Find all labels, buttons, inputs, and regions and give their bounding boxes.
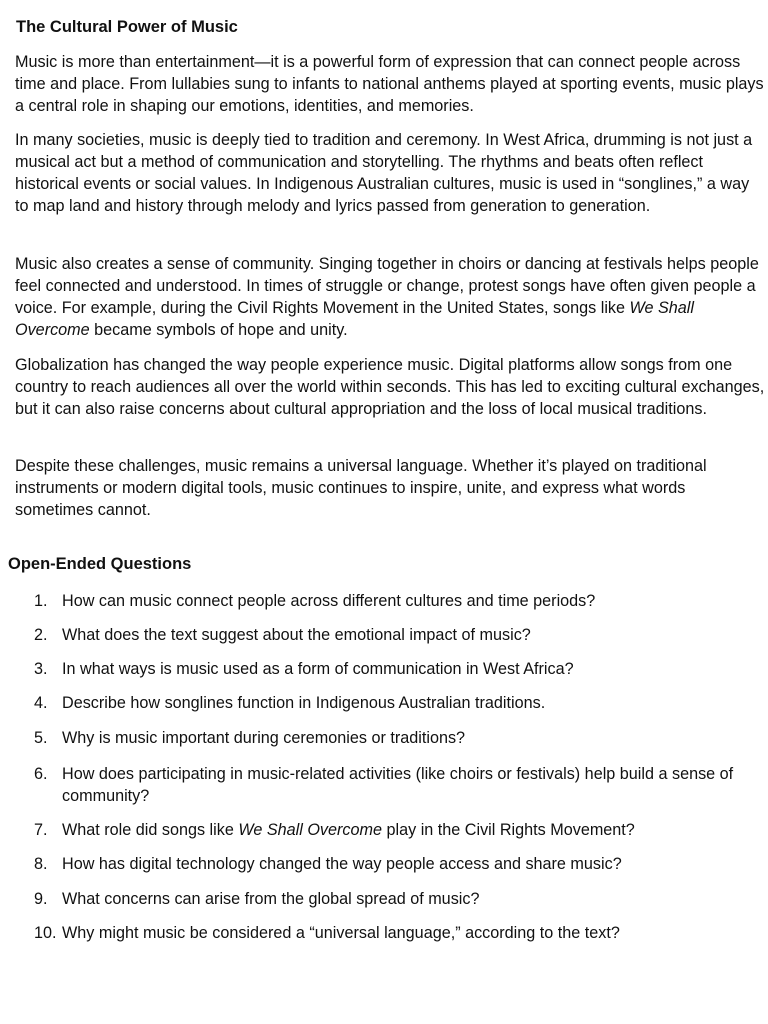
paragraph-globalization: Globalization has changed the way people experience music. Digital platforms allow songs from one country to reach audiences all over the world within seconds. This has led to exciting cultural exchanges, but it can also raise concerns about cultural appropriation and the loss of local musical traditions. bbox=[15, 356, 765, 418]
question-item bbox=[34, 727, 762, 749]
question-text: What does the text suggest about the emotional impact of music? bbox=[62, 626, 531, 644]
question-text: Describe how songlines function in Indigenous Australian traditions. bbox=[62, 694, 546, 712]
paragraph-conclusion: Despite these challenges, music remains a universal language. Whether it’s played on traditional instruments or modern digital tools, music continues to inspire, unite, and express what words sometimes cannot. bbox=[15, 457, 707, 519]
paragraph-community-text-end: became symbols of hope and unity. bbox=[89, 321, 348, 339]
question-number: 8. bbox=[34, 855, 48, 873]
question-text: What concerns can arise from the global spread of music? bbox=[62, 890, 480, 908]
question-item bbox=[34, 692, 762, 714]
question-text bbox=[62, 819, 762, 841]
question-item bbox=[34, 819, 762, 841]
question-text-end: play in the Civil Rights Movement? bbox=[382, 821, 635, 839]
song-title: We Shall Overcome bbox=[238, 821, 382, 839]
question-text: Why is music important during ceremonies or traditions? bbox=[62, 729, 466, 747]
question-text-start: What role did songs like bbox=[62, 821, 239, 839]
question-item bbox=[34, 590, 762, 612]
question-item bbox=[34, 658, 762, 680]
question-number: 9. bbox=[34, 890, 48, 908]
paragraph-community-text-start: Music also creates a sense of community. Singing together in choirs or dancing at festivals helps people feel connected and understood. In times of struggle or change, protest songs have often given people a voice. For example, during the Civil Rights Movement in the United States, songs like bbox=[15, 255, 759, 317]
question-number: 3. bbox=[34, 660, 48, 678]
question-item bbox=[34, 853, 762, 875]
paragraph-community bbox=[15, 253, 765, 341]
questions-heading: Open-Ended Questions bbox=[8, 555, 192, 573]
question-number: 5. bbox=[34, 729, 48, 747]
song-title: We Shall Overcome bbox=[15, 299, 694, 339]
question-number: 7. bbox=[34, 821, 48, 839]
question-item bbox=[34, 763, 762, 807]
question-number: 4. bbox=[34, 694, 48, 712]
question-number: 1. bbox=[34, 592, 48, 610]
question-text: How can music connect people across different cultures and time periods? bbox=[62, 592, 596, 610]
article-title: The Cultural Power of Music bbox=[16, 18, 238, 36]
question-text: How has digital technology changed the way people access and share music? bbox=[62, 855, 622, 873]
question-item bbox=[34, 624, 762, 646]
paragraph-tradition: In many societies, music is deeply tied to tradition and ceremony. In West Africa, drumming is not just a musical act but a method of communication and storytelling. The rhythms and beats often reflect historical events or social values. In Indigenous Australian cultures, music is used in “songlines,” a way to map land and history through melody and lyrics passed from generation to generation. bbox=[15, 131, 753, 215]
question-number: 10. bbox=[34, 924, 57, 942]
question-item bbox=[34, 888, 762, 910]
question-number: 6. bbox=[34, 765, 48, 783]
paragraph-intro: Music is more than entertainment—it is a powerful form of expression that can connect people across time and place. From lullabies sung to infants to national anthems played at sporting events, music plays a central role in shaping our emotions, identities, and memories. bbox=[15, 53, 764, 115]
question-text: How does participating in music-related activities (like choirs or festivals) help build a sense of community? bbox=[62, 765, 734, 805]
question-text: Why might music be considered a “universal language,” according to the text? bbox=[62, 924, 620, 942]
question-text: In what ways is music used as a form of communication in West Africa? bbox=[62, 660, 574, 678]
question-item bbox=[34, 922, 762, 944]
question-number: 2. bbox=[34, 626, 48, 644]
